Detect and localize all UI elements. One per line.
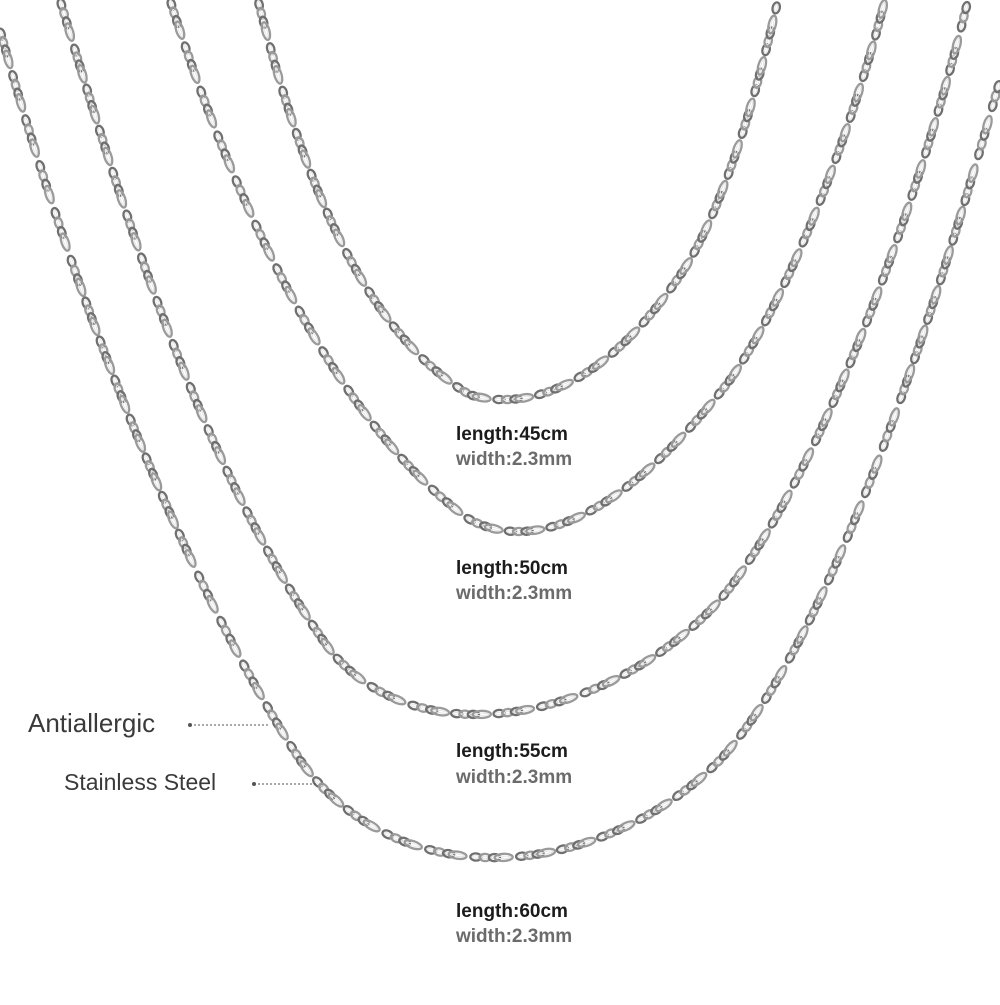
chain-link bbox=[133, 434, 146, 453]
chain-link bbox=[930, 285, 942, 304]
chain-link bbox=[446, 500, 465, 517]
chain-link bbox=[790, 248, 804, 267]
chain-link bbox=[298, 759, 315, 778]
chain-link bbox=[353, 268, 368, 287]
chain-link bbox=[820, 407, 834, 426]
chain-link bbox=[228, 639, 243, 658]
chain-link-highlight bbox=[980, 140, 984, 148]
chain-link bbox=[59, 232, 72, 251]
chain-60-width: width:2.3mm bbox=[456, 926, 573, 947]
chain-link bbox=[833, 544, 847, 563]
chain-link-highlight bbox=[996, 83, 1000, 91]
chain-link bbox=[317, 782, 330, 795]
chain-link bbox=[2, 50, 14, 69]
chain-link bbox=[604, 488, 623, 504]
chain-link bbox=[348, 669, 367, 686]
chain-link bbox=[567, 511, 586, 525]
chain-link bbox=[917, 325, 930, 344]
chain-link bbox=[64, 22, 76, 41]
chain-link bbox=[174, 21, 186, 40]
chain-link bbox=[484, 523, 503, 534]
chain-link bbox=[865, 41, 877, 60]
chain-link-highlight bbox=[977, 150, 981, 158]
chain-link bbox=[205, 595, 219, 614]
chain-link bbox=[727, 363, 743, 382]
chain-link bbox=[103, 356, 116, 375]
chain-link bbox=[314, 189, 328, 208]
chain-link bbox=[870, 286, 883, 305]
chain-link bbox=[877, 0, 888, 19]
chain-link bbox=[115, 189, 127, 208]
chain-link bbox=[638, 653, 657, 669]
chain-45 bbox=[254, 0, 781, 403]
chain-link bbox=[89, 105, 101, 124]
chain-link bbox=[145, 275, 158, 294]
chain-link bbox=[296, 602, 312, 621]
chain-link bbox=[262, 243, 276, 262]
chain-link bbox=[76, 64, 88, 83]
chain-link bbox=[700, 398, 717, 416]
chain-link bbox=[272, 65, 284, 84]
chain-60-length: length:60cm bbox=[456, 901, 568, 922]
chain-link bbox=[15, 93, 27, 112]
chain-link bbox=[252, 527, 267, 546]
chain-link bbox=[43, 185, 55, 204]
chain-link bbox=[690, 414, 703, 427]
chain-55-length: length:55cm bbox=[456, 741, 568, 762]
stainless-steel-label: Stainless Steel bbox=[64, 769, 217, 795]
chain-link-highlight bbox=[774, 4, 778, 12]
chain-link-highlight bbox=[993, 92, 997, 100]
chain-link bbox=[672, 628, 691, 645]
chain-link bbox=[166, 510, 180, 529]
chain-link-highlight bbox=[497, 856, 511, 859]
chain-55 bbox=[56, 0, 971, 718]
chain-link bbox=[213, 446, 227, 465]
chain-link bbox=[306, 327, 321, 346]
chain-link bbox=[332, 653, 345, 666]
chain-link bbox=[670, 431, 688, 449]
chain-link bbox=[961, 1, 971, 14]
chain-link bbox=[362, 818, 381, 833]
chain-link bbox=[903, 364, 916, 383]
chain-link bbox=[555, 378, 574, 392]
chain-link bbox=[424, 360, 437, 373]
chain-link bbox=[411, 469, 429, 487]
chain-link bbox=[915, 159, 927, 178]
chain-link bbox=[712, 755, 725, 768]
chain-link bbox=[241, 199, 255, 218]
chain-link bbox=[149, 472, 163, 491]
chain-link bbox=[814, 586, 828, 605]
chain-link bbox=[74, 278, 87, 297]
chain-link bbox=[404, 838, 423, 851]
chain-link bbox=[183, 549, 197, 568]
chain-link bbox=[824, 165, 837, 184]
chain-link bbox=[967, 163, 979, 182]
chain-link bbox=[694, 613, 707, 626]
chain-link bbox=[779, 489, 794, 508]
chain-link bbox=[299, 149, 312, 168]
chain-link bbox=[704, 599, 722, 617]
chain-link bbox=[653, 452, 666, 465]
chain-link bbox=[383, 438, 400, 456]
chain-link bbox=[940, 76, 952, 95]
chain-link bbox=[356, 403, 373, 422]
chain-link bbox=[88, 317, 101, 336]
chain-link-highlight bbox=[991, 102, 995, 110]
chain-link bbox=[577, 836, 596, 848]
chain-link bbox=[118, 395, 131, 414]
chain-50-length: length:50cm bbox=[456, 558, 568, 579]
chain-link bbox=[473, 711, 491, 719]
chain-link bbox=[653, 292, 670, 311]
chain-link bbox=[331, 366, 347, 385]
chain-link bbox=[130, 232, 143, 251]
chain-link bbox=[251, 681, 266, 700]
chain-link bbox=[699, 219, 713, 238]
chain-link bbox=[195, 404, 209, 423]
chain-50-width: width:2.3mm bbox=[456, 583, 573, 604]
chain-link bbox=[767, 15, 778, 34]
chain-link bbox=[942, 245, 954, 264]
chain-link bbox=[722, 739, 739, 757]
chain-link bbox=[418, 353, 431, 366]
chain-link bbox=[311, 776, 324, 789]
chain-link bbox=[274, 565, 289, 584]
chain-link bbox=[731, 139, 744, 158]
chain-link bbox=[678, 256, 694, 275]
chain-link bbox=[338, 659, 351, 672]
chain-link bbox=[638, 461, 656, 478]
chain-link bbox=[981, 115, 993, 134]
antiallergic-label: Antiallergic bbox=[28, 708, 156, 738]
chain-link bbox=[928, 117, 940, 136]
chain-link bbox=[955, 206, 967, 225]
chain-55-width: width:2.3mm bbox=[456, 767, 573, 788]
chain-link bbox=[690, 771, 708, 788]
chain-link bbox=[232, 487, 246, 506]
chain-45-length: length:45cm bbox=[456, 424, 568, 445]
chain-link bbox=[901, 202, 914, 221]
stainless-steel-leader-dot bbox=[252, 782, 256, 786]
chain-link bbox=[837, 368, 851, 387]
chain-link bbox=[756, 528, 772, 547]
chain-link bbox=[435, 369, 454, 386]
chain-link bbox=[750, 325, 765, 344]
chain-link bbox=[274, 722, 290, 741]
chain-link bbox=[654, 797, 673, 813]
chain-link bbox=[387, 693, 406, 707]
chain-link bbox=[559, 692, 578, 705]
chain-link bbox=[332, 228, 346, 247]
chain-link bbox=[601, 674, 620, 688]
chain-link bbox=[749, 703, 765, 722]
chain-link bbox=[205, 109, 218, 128]
chain-link bbox=[951, 35, 963, 54]
chain-link bbox=[744, 98, 756, 117]
chain-link bbox=[870, 454, 883, 473]
chain-link bbox=[177, 362, 190, 381]
chain-link bbox=[260, 21, 272, 40]
chain-link bbox=[756, 56, 768, 75]
chain-link bbox=[161, 319, 174, 338]
chain-link bbox=[886, 244, 899, 263]
chain-link bbox=[854, 328, 867, 347]
chain-link bbox=[773, 665, 788, 684]
chain-link bbox=[795, 625, 810, 644]
chain-link bbox=[771, 288, 785, 307]
chain-link bbox=[852, 500, 865, 519]
chain-link bbox=[888, 407, 901, 426]
chain-45-width: width:2.3mm bbox=[456, 449, 573, 470]
chain-link bbox=[188, 65, 201, 84]
antiallergic-leader-dot bbox=[188, 723, 192, 727]
chain-link bbox=[285, 108, 297, 127]
chain-link bbox=[807, 207, 820, 226]
chain-link bbox=[283, 285, 298, 304]
chain-link bbox=[839, 123, 852, 142]
chain-link bbox=[403, 338, 421, 356]
chain-link-highlight bbox=[964, 4, 968, 12]
chain-link bbox=[852, 83, 864, 102]
chain-link bbox=[28, 138, 40, 157]
chain-link bbox=[613, 340, 626, 353]
chain-link bbox=[222, 154, 236, 173]
chain-link bbox=[102, 147, 114, 166]
chain-link bbox=[624, 325, 642, 343]
chain-link bbox=[591, 354, 610, 371]
chain-link bbox=[616, 819, 635, 833]
chain-link bbox=[771, 2, 781, 15]
chain-link bbox=[660, 446, 673, 459]
chain-link bbox=[319, 637, 335, 656]
chain-link bbox=[801, 447, 815, 466]
chain-link bbox=[716, 180, 729, 199]
chain-link bbox=[684, 420, 697, 433]
chain-link bbox=[732, 565, 748, 584]
chain-link bbox=[706, 761, 719, 774]
chain-link bbox=[327, 791, 345, 808]
chain-link bbox=[376, 305, 392, 324]
